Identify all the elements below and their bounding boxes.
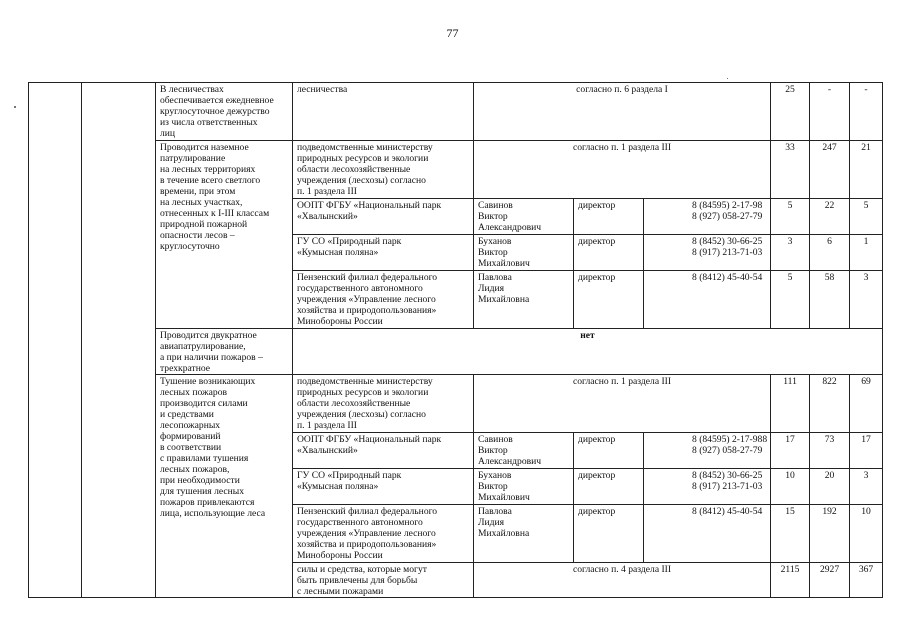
count-3: - — [850, 83, 883, 141]
reference-cell: согласно п. 1 раздела III — [474, 141, 771, 199]
scan-speck — [14, 106, 16, 108]
count-1: 33 — [771, 141, 810, 199]
count-3: 3 — [850, 469, 883, 505]
table-row — [29, 329, 883, 375]
position-cell: директор — [574, 433, 644, 469]
organization-cell: ООПТ ФГБУ «Национальный парк «Хвалынский» — [293, 199, 474, 235]
organization-cell: ООПТ ФГБУ «Национальный парк «Хвалынский» — [293, 433, 474, 469]
count-1: 3 — [771, 235, 810, 271]
count-2: 73 — [810, 433, 850, 469]
measure-cell: В лесничествах обеспечивается ежедневное круглосуточное дежурство из числа ответственных лиц — [156, 83, 293, 141]
count-1: 111 — [771, 375, 810, 433]
organization-cell: ГУ СО «Природный парк «Кумысная поляна» — [293, 469, 474, 505]
phone-cell: 8 (84595) 2-17-988 8 (927) 058-27-79 — [644, 433, 771, 469]
phone-cell: 8 (8412) 45-40-54 — [644, 505, 771, 563]
count-3: 69 — [850, 375, 883, 433]
count-3: 1 — [850, 235, 883, 271]
person-cell: Павлова Лидия Михайловна — [474, 505, 574, 563]
table-row — [29, 141, 883, 199]
count-2: 2927 — [810, 563, 850, 598]
organization-cell: ГУ СО «Природный парк «Кумысная поляна» — [293, 235, 474, 271]
reference-cell: согласно п. 4 раздела III — [474, 563, 771, 598]
count-3: 10 — [850, 505, 883, 563]
phone-cell: 8 (84595) 2-17-98 8 (927) 058-27-79 — [644, 199, 771, 235]
count-2: 22 — [810, 199, 850, 235]
count-1: 10 — [771, 469, 810, 505]
table-row — [29, 375, 883, 433]
count-1: 5 — [771, 199, 810, 235]
count-2: 58 — [810, 271, 850, 329]
count-3: 3 — [850, 271, 883, 329]
count-1: 25 — [771, 83, 810, 141]
count-1: 5 — [771, 271, 810, 329]
scan-speck — [727, 78, 728, 79]
phone-cell: 8 (8412) 45-40-54 — [644, 271, 771, 329]
person-cell: Савинов Виктор Александрович — [474, 199, 574, 235]
count-2: 20 — [810, 469, 850, 505]
organization-cell: Пензенский филиал федерального государственного автономного учреждения «Управление лесного хозяйства и природопользования» Минобороны России — [293, 505, 474, 563]
organization-cell: Пензенский филиал федерального государственного автономного учреждения «Управление лесного хозяйства и природопользования» Минобороны России — [293, 271, 474, 329]
fire-safety-table — [28, 82, 883, 598]
aerial-patrol-value: нет — [293, 329, 883, 375]
count-3: 5 — [850, 199, 883, 235]
count-2: 192 — [810, 505, 850, 563]
position-cell: директор — [574, 235, 644, 271]
phone-cell: 8 (8452) 30-66-25 8 (917) 213-71-03 — [644, 235, 771, 271]
count-2: - — [810, 83, 850, 141]
organization-cell: силы и средства, которые могут быть привлечены для борьбы с лесными пожарами — [293, 563, 474, 598]
person-cell: Буханов Виктор Михайлович — [474, 235, 574, 271]
count-1: 15 — [771, 505, 810, 563]
count-2: 822 — [810, 375, 850, 433]
reference-cell: согласно п. 1 раздела III — [474, 375, 771, 433]
organization-cell: подведомственные министерству природных ресурсов и экологии области лесохозяйственные учреждения (лесхозы) согласно п. 1 раздела III — [293, 375, 474, 433]
page-number: 77 — [446, 26, 459, 40]
empty-column-2 — [82, 83, 156, 598]
phone-cell: 8 (8452) 30-66-25 8 (917) 213-71-03 — [644, 469, 771, 505]
position-cell: директор — [574, 199, 644, 235]
reference-cell: согласно п. 6 раздела I — [474, 83, 771, 141]
table-row — [29, 83, 883, 141]
position-cell: директор — [574, 469, 644, 505]
count-2: 6 — [810, 235, 850, 271]
position-cell: директор — [574, 505, 644, 563]
organization-cell: подведомственные министерству природных ресурсов и экологии области лесохозяйственные учреждения (лесхозы) согласно п. 1 раздела III — [293, 141, 474, 199]
organization-cell: лесничества — [293, 83, 474, 141]
count-1: 2115 — [771, 563, 810, 598]
position-cell: директор — [574, 271, 644, 329]
measure-cell: Тушение возникающих лесных пожаров производится силами и средствами лесопожарных формирований в соответствии с правилами тушения лесных пожаров, при необходимости для тушения лесных пожаров привлекаются лица, использующие леса — [156, 375, 293, 598]
measure-cell: Проводится двукратное авиапатрулирование, а при наличии пожаров – трехкратное — [156, 329, 293, 375]
count-2: 247 — [810, 141, 850, 199]
count-3: 367 — [850, 563, 883, 598]
empty-column-1 — [29, 83, 82, 598]
measure-cell: Проводится наземное патрулирование на лесных территориях в течение всего светлого времени, при этом на лесных участках, отнесенных к I-III классам природной пожарной опасности лесов – круглосуточно — [156, 141, 293, 329]
person-cell: Павлова Лидия Михайловна — [474, 271, 574, 329]
person-cell: Савинов Виктор Александрович — [474, 433, 574, 469]
count-3: 17 — [850, 433, 883, 469]
person-cell: Буханов Виктор Михайлович — [474, 469, 574, 505]
count-3: 21 — [850, 141, 883, 199]
count-1: 17 — [771, 433, 810, 469]
